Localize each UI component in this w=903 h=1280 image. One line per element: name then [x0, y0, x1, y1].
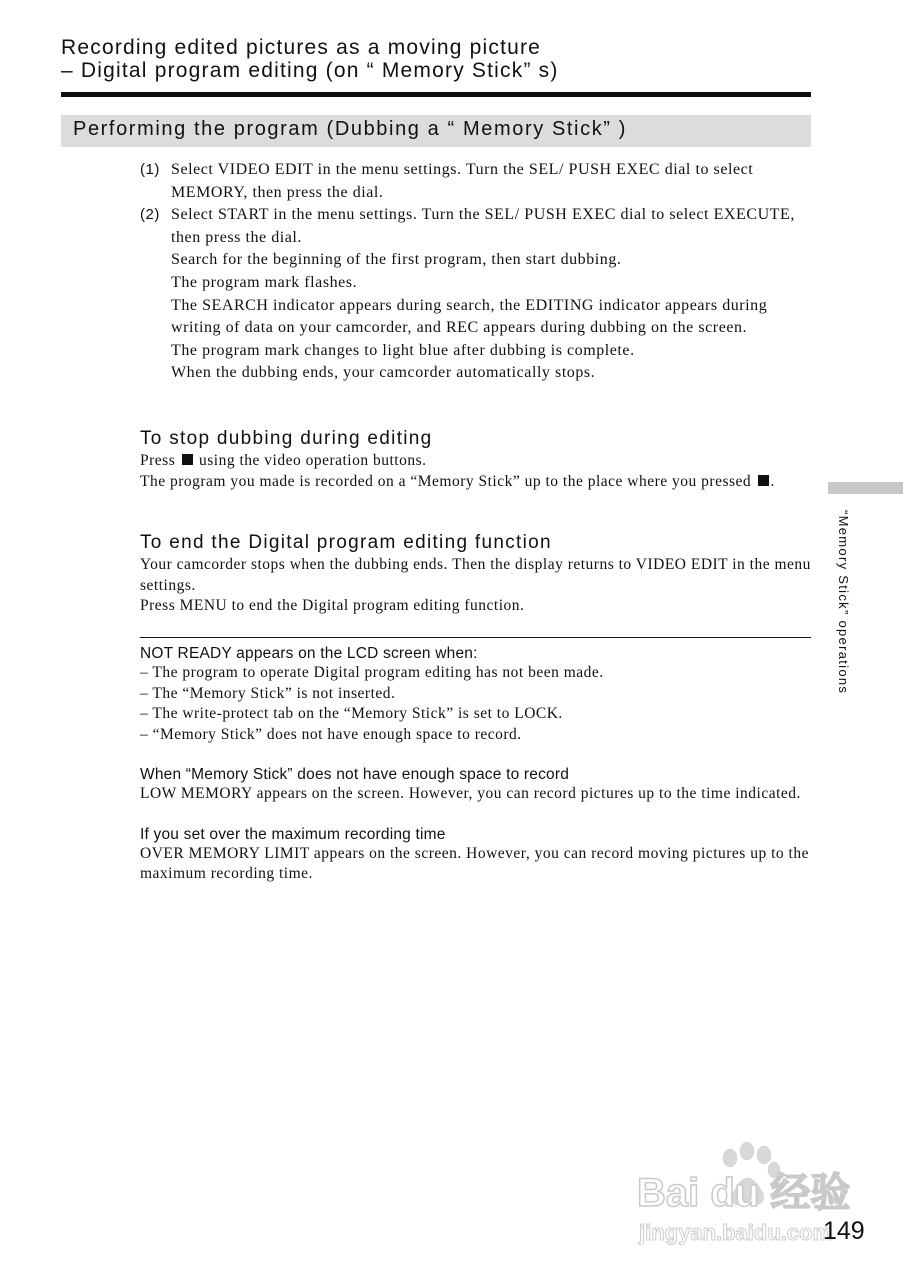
- stop-dubbing-text-1: [140, 451, 812, 472]
- step-number: (1): [140, 161, 160, 178]
- step-text: When the dubbing ends, your camcorder automatically stops.: [171, 364, 596, 382]
- step-text: The program mark changes to light blue after dubbing is complete.: [171, 341, 635, 359]
- over-memory-note: [140, 825, 812, 885]
- notes-rule: [140, 637, 811, 638]
- not-ready-heading: NOT READY appears on the LCD screen when:: [140, 645, 478, 662]
- end-editing-text-2: Press MENU to end the Digital program editing function.: [140, 597, 525, 614]
- text-fragment: Press: [140, 452, 176, 469]
- note-item: – “Memory Stick” does not have enough space to record.: [140, 725, 522, 743]
- step-2: [140, 204, 812, 385]
- low-memory-note: [140, 765, 812, 805]
- stop-icon: [758, 475, 769, 486]
- over-memory-text: OVER MEMORY LIMIT appears on the screen. However, you can record moving pictures up to the maximum recording time.: [140, 844, 809, 882]
- baidu-watermark: [635, 1138, 850, 1248]
- header-rule: [61, 92, 811, 97]
- header-subtitle: – Digital program editing (on “ Memory Stick” s): [61, 59, 559, 82]
- text-fragment: The program you made is recorded on a “Memory Stick” up to the place where you pressed: [140, 472, 752, 490]
- step-text: Search for the beginning of the first program, then start dubbing.: [171, 251, 622, 269]
- step-number: (2): [140, 206, 160, 224]
- header-title: Recording edited pictures as a moving picture: [61, 36, 542, 59]
- end-editing-text-1: Your camcorder stops when the dubbing ends. Then the display returns to VIDEO EDIT in the menu settings.: [140, 556, 811, 594]
- text-fragment: .: [770, 472, 775, 490]
- low-memory-text: LOW MEMORY appears on the screen. However, you can record pictures up to the time indicated.: [140, 785, 801, 802]
- section-title: Performing the program (Dubbing a “ Memory Stick” ): [73, 118, 627, 140]
- note-item: – The write-protect tab on the “Memory Stick” is set to LOCK.: [140, 705, 563, 722]
- section-thumb-tab: [828, 482, 903, 494]
- page-number: 149: [823, 1217, 865, 1245]
- end-editing-section: [140, 531, 812, 617]
- low-memory-heading: When “Memory Stick” does not have enough space to record: [140, 766, 570, 783]
- over-memory-heading: If you set over the maximum recording time: [140, 825, 446, 843]
- watermark-url: jingyan.baidu.com: [639, 1220, 833, 1245]
- procedure-steps: [140, 159, 812, 385]
- step-1: [140, 159, 812, 204]
- stop-dubbing-heading: To stop dubbing during editing: [140, 428, 433, 449]
- section-title-bar: [61, 115, 811, 147]
- text-fragment: using the video operation buttons.: [198, 452, 427, 469]
- stop-dubbing-text-2: [140, 472, 812, 493]
- note-item: – The program to operate Digital program editing has not been made.: [140, 664, 604, 681]
- watermark-brand: Bai du 经验: [637, 1171, 850, 1215]
- page-header: [61, 36, 821, 82]
- end-editing-heading: To end the Digital program editing function: [140, 532, 552, 553]
- step-text: Select START in the menu settings. Turn the SEL/ PUSH EXEC dial to select EXECUTE, then press the dial.: [171, 206, 795, 246]
- step-text: Select VIDEO EDIT in the menu settings. Turn the SEL/ PUSH EXEC dial to select MEMORY, then press the dial.: [171, 161, 754, 201]
- side-section-label: “Memory Stick” operations: [836, 510, 851, 695]
- stop-dubbing-section: [140, 427, 812, 492]
- stop-icon: [182, 454, 193, 465]
- not-ready-note: [140, 644, 812, 745]
- step-text: The program mark flashes.: [171, 273, 358, 291]
- note-item: – The “Memory Stick” is not inserted.: [140, 684, 396, 702]
- step-text: The SEARCH indicator appears during search, the EDITING indicator appears during writing of data on your camcorder, and REC appears during dubbing on the screen.: [171, 296, 768, 337]
- notes-section: [140, 644, 812, 905]
